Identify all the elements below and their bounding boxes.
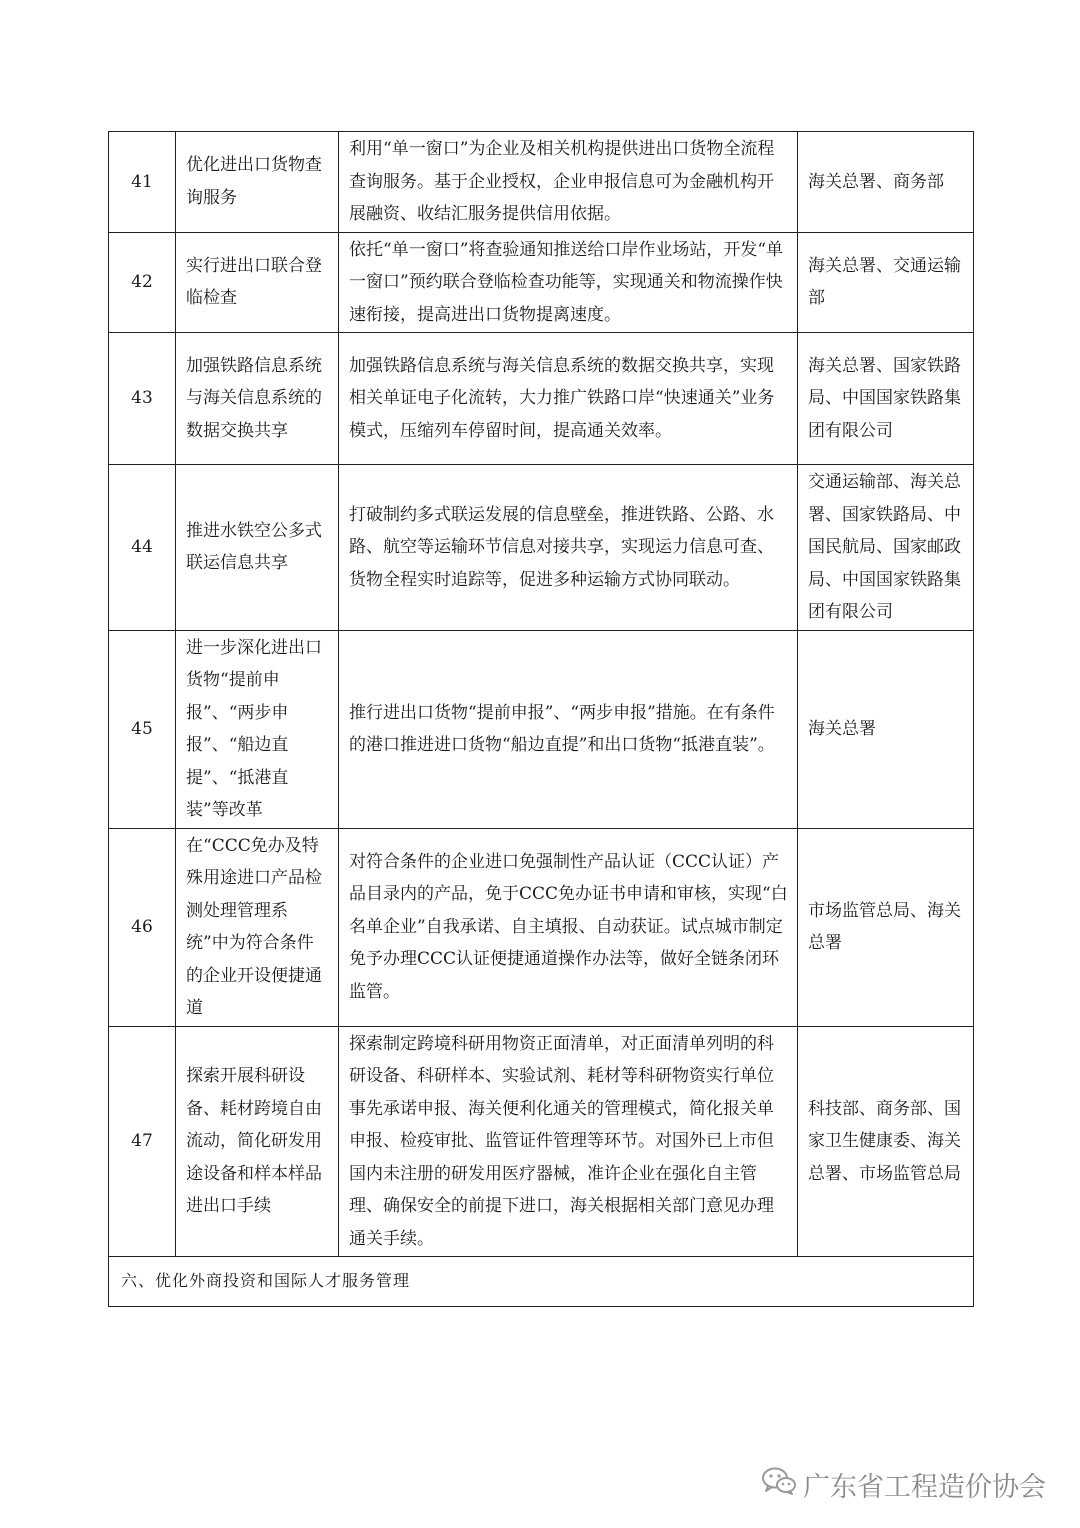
row-number: 44 (109, 465, 176, 631)
section-heading: 六、优化外商投资和国际人才服务管理 (109, 1257, 974, 1307)
measure-name: 探索开展科研设备、耗材跨境自由流动，简化研发用途设备和样本样品进出口手续 (176, 1026, 339, 1257)
responsible-departments: 海关总署、交通运输部 (798, 232, 974, 333)
responsible-departments: 交通运输部、海关总署、国家铁路局、中国民航局、国家邮政局、中国国家铁路集团有限公司 (798, 465, 974, 631)
measure-name: 进一步深化进出口货物“提前申报”、“两步申报”、“船边直提”、“抵港直装”等改革 (176, 630, 339, 828)
table-row (109, 630, 974, 828)
measure-name: 实行进出口联合登临检查 (176, 232, 339, 333)
row-number: 42 (109, 232, 176, 333)
table-row (109, 828, 974, 1026)
responsible-departments: 海关总署、商务部 (798, 132, 974, 233)
table-row (109, 333, 974, 465)
measure-name: 在“CCC免办及特殊用途进口产品检测处理管理系统”中为符合条件的企业开设便捷通道 (176, 828, 339, 1026)
row-number: 45 (109, 630, 176, 828)
responsible-departments: 海关总署、国家铁路局、中国国家铁路集团有限公司 (798, 333, 974, 465)
measure-content: 推行进出口货物“提前申报”、“两步申报”措施。在有条件的港口推进进口货物“船边直提”和出口货物“抵港直装”。 (339, 630, 798, 828)
row-number: 43 (109, 333, 176, 465)
measure-name: 推进水铁空公多式联运信息共享 (176, 465, 339, 631)
measure-name: 优化进出口货物查询服务 (176, 132, 339, 233)
table-row (109, 232, 974, 333)
measure-content: 利用“单一窗口”为企业及相关机构提供进出口货物全流程查询服务。基于企业授权，企业申报信息可为金融机构开展融资、收结汇服务提供信用依据。 (339, 132, 798, 233)
table-row (109, 465, 974, 631)
row-number: 41 (109, 132, 176, 233)
watermark-text: 广东省工程造价协会 (803, 1472, 1046, 1503)
row-number: 46 (109, 828, 176, 1026)
row-number: 47 (109, 1026, 176, 1257)
measure-content: 依托“单一窗口”将查验通知推送给口岸作业场站，开发“单一窗口”预约联合登临检查功能等，实现通关和物流操作快速衔接，提高进出口货物提离速度。 (339, 232, 798, 333)
responsible-departments: 科技部、商务部、国家卫生健康委、海关总署、市场监管总局 (798, 1026, 974, 1257)
measure-content: 对符合条件的企业进口免强制性产品认证（CCC认证）产品目录内的产品，免于CCC免办证书申请和审核，实现“白名单企业”自我承诺、自主填报、自动获证。试点城市制定免予办理CCC认证便捷通道操作办法等，做好全链条闭环监管。 (339, 828, 798, 1026)
wechat-icon (761, 1466, 803, 1503)
measure-content: 加强铁路信息系统与海关信息系统的数据交换共享，实现相关单证电子化流转，大力推广铁路口岸“快速通关”业务模式，压缩列车停留时间，提高通关效率。 (339, 333, 798, 465)
responsible-departments: 海关总署 (798, 630, 974, 828)
measure-content: 打破制约多式联运发展的信息壁垒，推进铁路、公路、水路、航空等运输环节信息对接共享，实现运力信息可查、货物全程实时追踪等，促进多种运输方式协同联动。 (339, 465, 798, 631)
section-row (109, 1257, 974, 1307)
watermark (761, 1465, 1046, 1504)
measure-content: 探索制定跨境科研用物资正面清单，对正面清单列明的科研设备、科研样本、实验试剂、耗材等科研物资实行单位事先承诺申报、海关便利化通关的管理模式，简化报关单申报、检疫审批、监管证件管理等环节。对国外已上市但国内未注册的研发用医疗器械，准许企业在强化自主管理、确保安全的前提下进口，海关根据相关部门意见办理通关手续。 (339, 1026, 798, 1257)
responsible-departments: 市场监管总局、海关总署 (798, 828, 974, 1026)
policy-table (108, 131, 974, 1307)
measure-name: 加强铁路信息系统与海关信息系统的数据交换共享 (176, 333, 339, 465)
table-row (109, 132, 974, 233)
table-row (109, 1026, 974, 1257)
